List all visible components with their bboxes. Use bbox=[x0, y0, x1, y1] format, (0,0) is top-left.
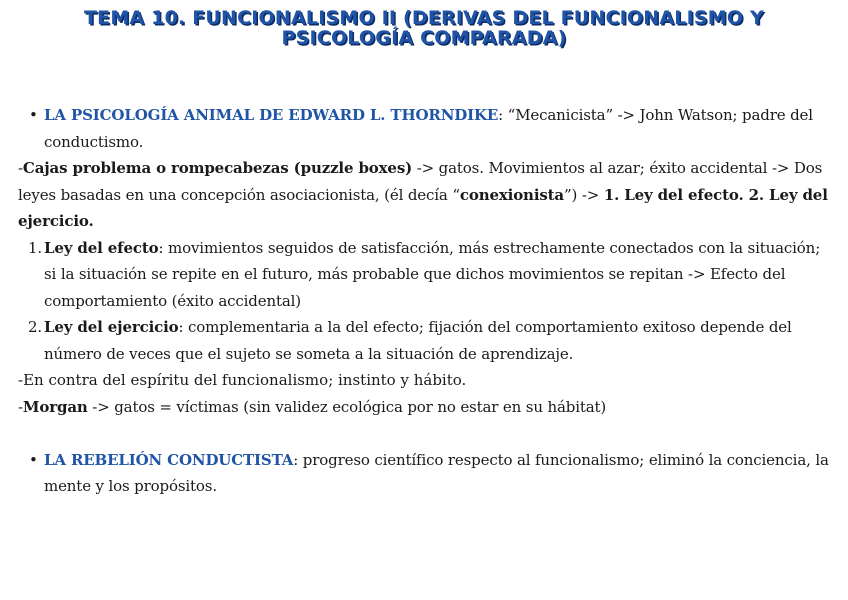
paragraph-puzzle-boxes bbox=[18, 155, 833, 235]
section-rebelion bbox=[18, 447, 833, 500]
morgan-term: Morgan bbox=[22, 397, 88, 416]
puzzle-boxes-term: Cajas problema o rompecabezas (puzzle boxes) bbox=[22, 159, 413, 177]
section-thorndike bbox=[18, 102, 833, 155]
item-text: : movimientos seguidos de satisfacción, más estrechamente conectados con la situación; si la situación se repite en el futuro, más probable que dichos movimientos se repitan -> Efecto del comportamiento (éxito accidental) bbox=[44, 238, 821, 310]
paragraph-text: ”) -> bbox=[564, 185, 604, 204]
document-body bbox=[18, 102, 833, 500]
title-line-2: PSICOLOGÍA COMPARADA) bbox=[281, 27, 567, 49]
section-heading-rest: : “Mecanicista” -> John Watson; padre del conductismo. bbox=[44, 106, 813, 151]
page-title bbox=[0, 8, 848, 48]
paragraph-text: -> gatos = víctimas (sin validez ecológica por no estar en su hábitat) bbox=[87, 397, 607, 416]
bullet-dot: • bbox=[29, 450, 38, 469]
conexionista-term: conexionista bbox=[459, 185, 565, 204]
section-heading-rebelion: LA REBELIÓN CONDUCTISTA bbox=[44, 450, 294, 469]
title-line-1: TEMA 10. FUNCIONALISMO II (DERIVAS DEL FUNCIONALISMO Y bbox=[83, 7, 764, 29]
item-text: : complementaria a la del efecto; fijación del comportamiento exitoso depende del número de veces que el sujeto se someta a la situación de aprendizaje. bbox=[44, 318, 792, 363]
list-item-ley-ejercicio bbox=[18, 314, 833, 367]
bullet-dot: • bbox=[29, 106, 38, 124]
ley-ejercicio-term: Ley del ejercicio bbox=[44, 318, 179, 336]
list-item-ley-efecto bbox=[18, 235, 833, 315]
spacer bbox=[18, 420, 833, 447]
section-heading-thorndike: LA PSICOLOGÍA ANIMAL DE EDWARD L. THORNDIKE bbox=[44, 106, 499, 124]
dash: - bbox=[18, 397, 23, 416]
paragraph-funcionalismo: -En contra del espíritu del funcionalismo; instinto y hábito. bbox=[18, 371, 467, 389]
paragraph-morgan bbox=[18, 394, 833, 421]
section-heading-rest: : progreso científico respecto al funcionalismo; eliminó la conciencia, la mente y los propósitos. bbox=[44, 450, 829, 495]
dash: - bbox=[18, 159, 23, 177]
item-number: 2. bbox=[28, 318, 43, 336]
paragraph-text: -> gatos. Movimientos al azar; éxito accidental -> Dos leyes basadas en una concepción asociacionista, (él decía “ bbox=[18, 159, 823, 204]
ley-efecto-term: Ley del efecto bbox=[44, 238, 159, 257]
laws-summary: 1. Ley del efecto. 2. Ley del ejercicio. bbox=[18, 185, 828, 230]
item-number: 1. bbox=[28, 238, 43, 257]
